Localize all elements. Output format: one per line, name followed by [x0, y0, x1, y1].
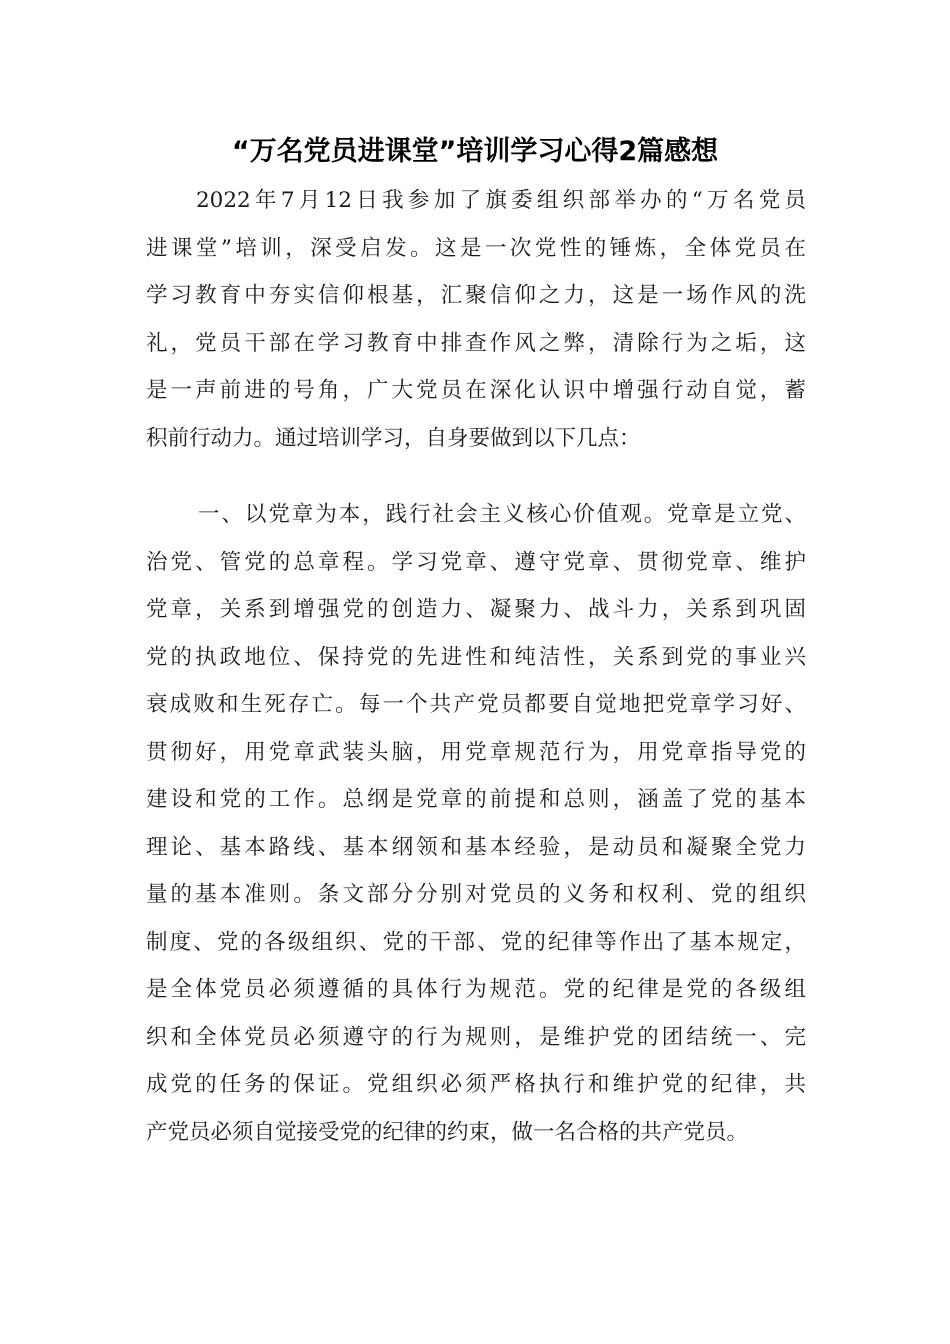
paragraph-line: 贯彻好，用党章武装头脑，用党章规范行为，用党章指导党的: [146, 739, 806, 765]
line-text: 2022年7月12日我参加了旗委组织部举办的“万名党员: [196, 188, 806, 213]
paragraph-line: 建设和党的工作。总纲是党章的前提和总则，涵盖了党的基本: [146, 787, 806, 812]
line-text: 一、以党章为本，践行社会主义核心价值观。党章是立党、: [196, 502, 806, 527]
paragraph-party-constitution: [146, 491, 806, 1156]
paragraph-line: 学习教育中夯实信仰根基，汇聚信仰之力，这是一场作风的洗: [146, 283, 806, 308]
paragraph-line: 制度、党的各级组织、党的干部、党的纪律等作出了基本规定，: [146, 929, 806, 955]
paragraph-line: 衰成败和生死存亡。每一个共产党员都要自觉地把党章学习好、: [146, 692, 806, 717]
paragraph-intro: [146, 177, 806, 462]
paragraph-line: 成党的任务的保证。党组织必须严格执行和维护党的纪律，共: [146, 1072, 806, 1097]
paragraph-line: [146, 177, 806, 225]
paragraph-line: 是一声前进的号角，广大党员在深化认识中增强行动自觉，蓄: [146, 378, 806, 403]
paragraph-line: 积前行动力。通过培训学习，自身要做到以下几点：: [146, 425, 641, 451]
paragraph-line: 治党、管党的总章程。学习党章、遵守党章、贯彻党章、维护: [146, 549, 806, 575]
paragraph-line: 进课堂”培训，深受启发。这是一次党性的锤炼，全体党员在: [146, 235, 806, 261]
document-title: “万名党员进课堂”培训学习心得2篇感想: [231, 136, 719, 167]
paragraph-line: 党章，关系到增强党的创造力、凝聚力、战斗力，关系到巩固: [146, 597, 806, 622]
paragraph-line: 织和全体党员必须遵守的行为规则，是维护党的团结统一、完: [146, 1024, 806, 1050]
paragraph-line: 是全体党员必须遵循的具体行为规范。党的纪律是党的各级组: [146, 977, 806, 1002]
paragraph-line: 礼，党员干部在学习教育中排查作风之弊，清除行为之垢，这: [146, 330, 806, 356]
paragraph-line: [146, 491, 806, 539]
paragraph-line: 产党员必须自觉接受党的纪律的约束，做一名合格的共产党员。: [146, 1119, 749, 1145]
paragraph-line: 理论、基本路线、基本纲领和基本经验，是动员和凝聚全党力: [146, 834, 806, 860]
paragraph-line: 量的基本准则。条文部分分别对党员的义务和权利、党的组织: [146, 882, 806, 907]
paragraph-line: 党的执政地位、保持党的先进性和纯洁性，关系到党的事业兴: [146, 644, 806, 670]
